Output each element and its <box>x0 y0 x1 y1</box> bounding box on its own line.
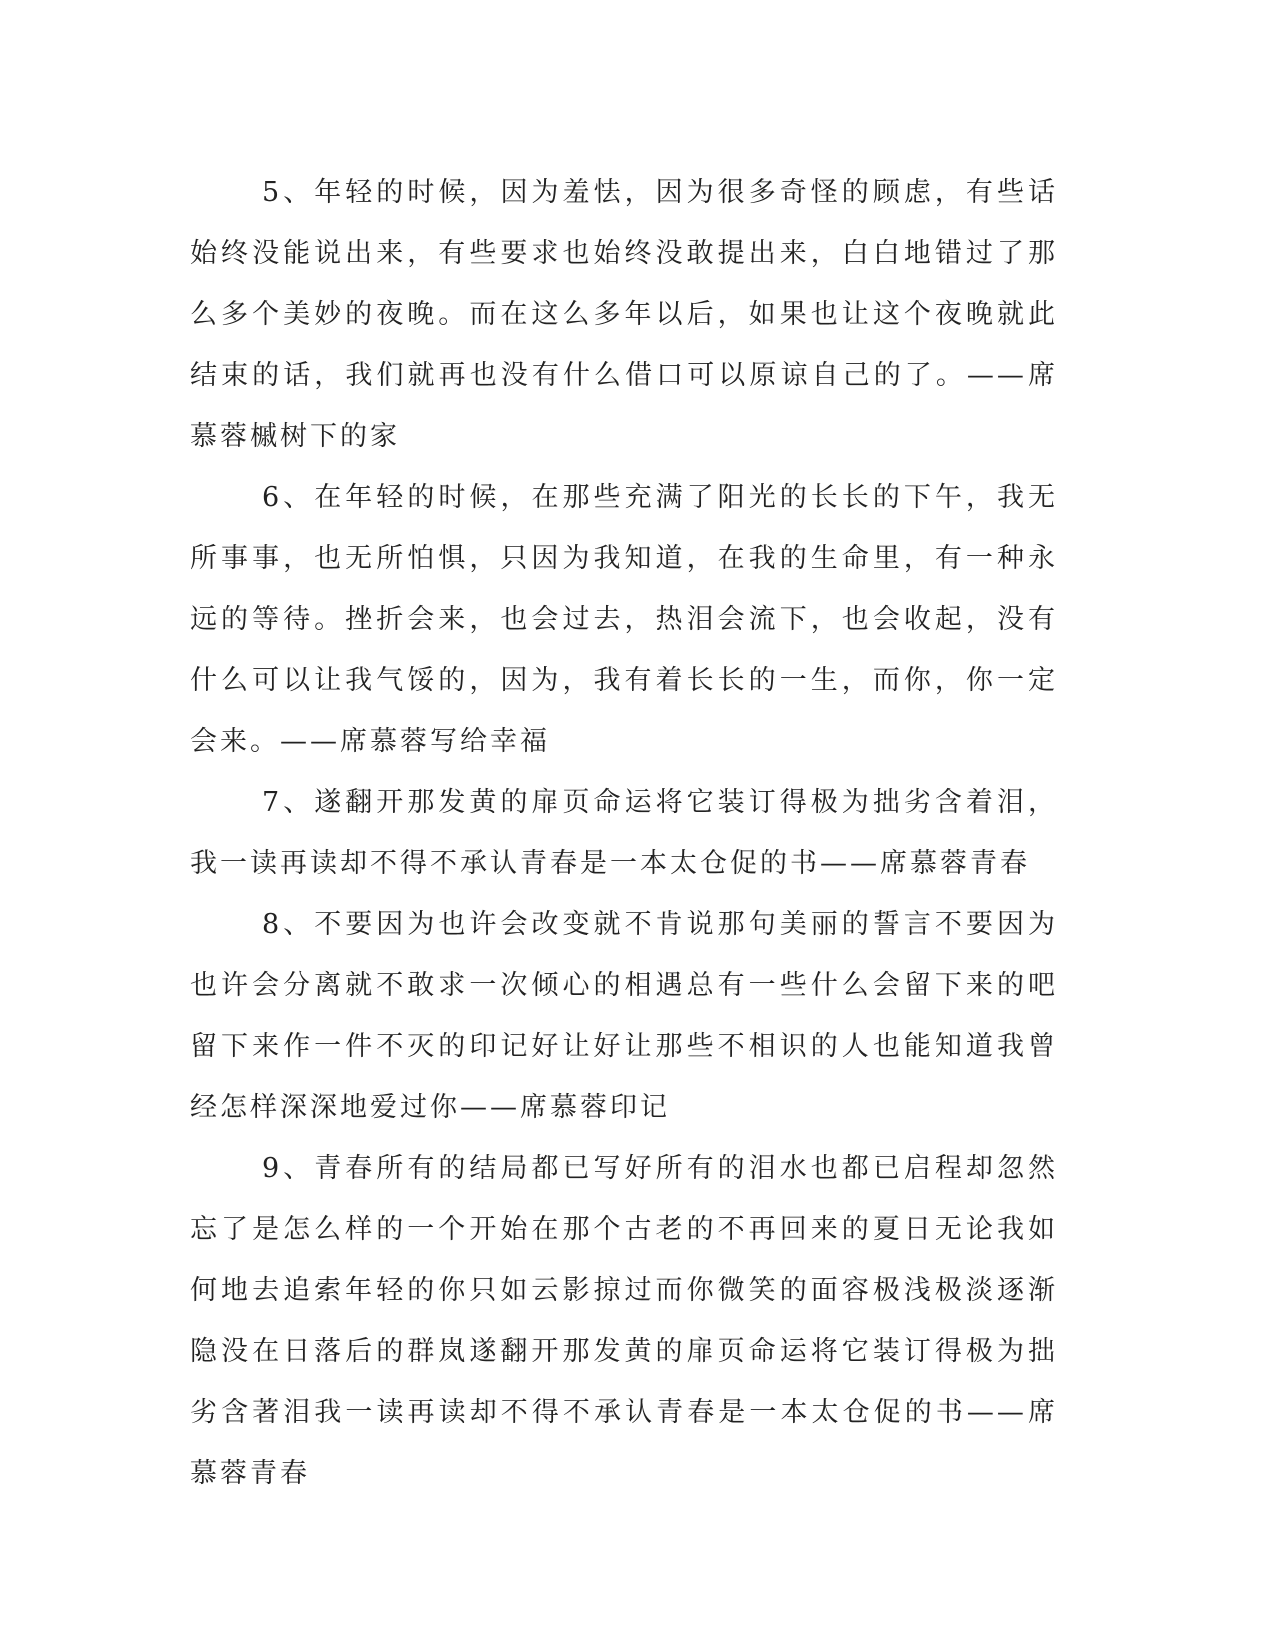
paragraph-9: 9、青春所有的结局都已写好所有的泪水也都已启程却忽然忘了是怎么样的一个开始在那个古老的不再回来的夏日无论我如何地去追索年轻的你只如云影掠过而你微笑的面容极浅极淡逐渐隐没在日落后的群岚遂翻开那发黄的扉页命运将它装订得极为拙劣含著泪我一读再读却不得不承认青春是一本太仓促的书——席慕蓉青春 <box>190 1153 1058 1489</box>
paragraph-8: 8、不要因为也许会改变就不肯说那句美丽的誓言不要因为也许会分离就不敢求一次倾心的相遇总有一些什么会留下来的吧留下来作一件不灭的印记好让好让那些不相识的人也能知道我曾经怎样深深地爱过你——席慕蓉印记 <box>190 909 1058 1123</box>
document-body <box>190 162 1058 1504</box>
paragraph-5: 5、年轻的时候，因为羞怯，因为很多奇怪的顾虑，有些话始终没能说出来，有些要求也始终没敢提出来，白白地错过了那么多个美妙的夜晚。而在这么多年以后，如果也让这个夜晚就此结束的话，我们就再也没有什么借口可以原谅自己的了。——席慕蓉槭树下的家 <box>190 177 1058 452</box>
paragraph-6: 6、在年轻的时候，在那些充满了阳光的长长的下午，我无所事事，也无所怕惧，只因为我知道，在我的生命里，有一种永远的等待。挫折会来，也会过去，热泪会流下，也会收起，没有什么可以让我气馁的，因为，我有着长长的一生，而你，你一定会来。——席慕蓉写给幸福 <box>190 482 1058 757</box>
paragraph-7: 7、遂翻开那发黄的扉页命运将它装订得极为拙劣含着泪，我一读再读却不得不承认青春是一本太仓促的书——席慕蓉青春 <box>190 787 1058 879</box>
